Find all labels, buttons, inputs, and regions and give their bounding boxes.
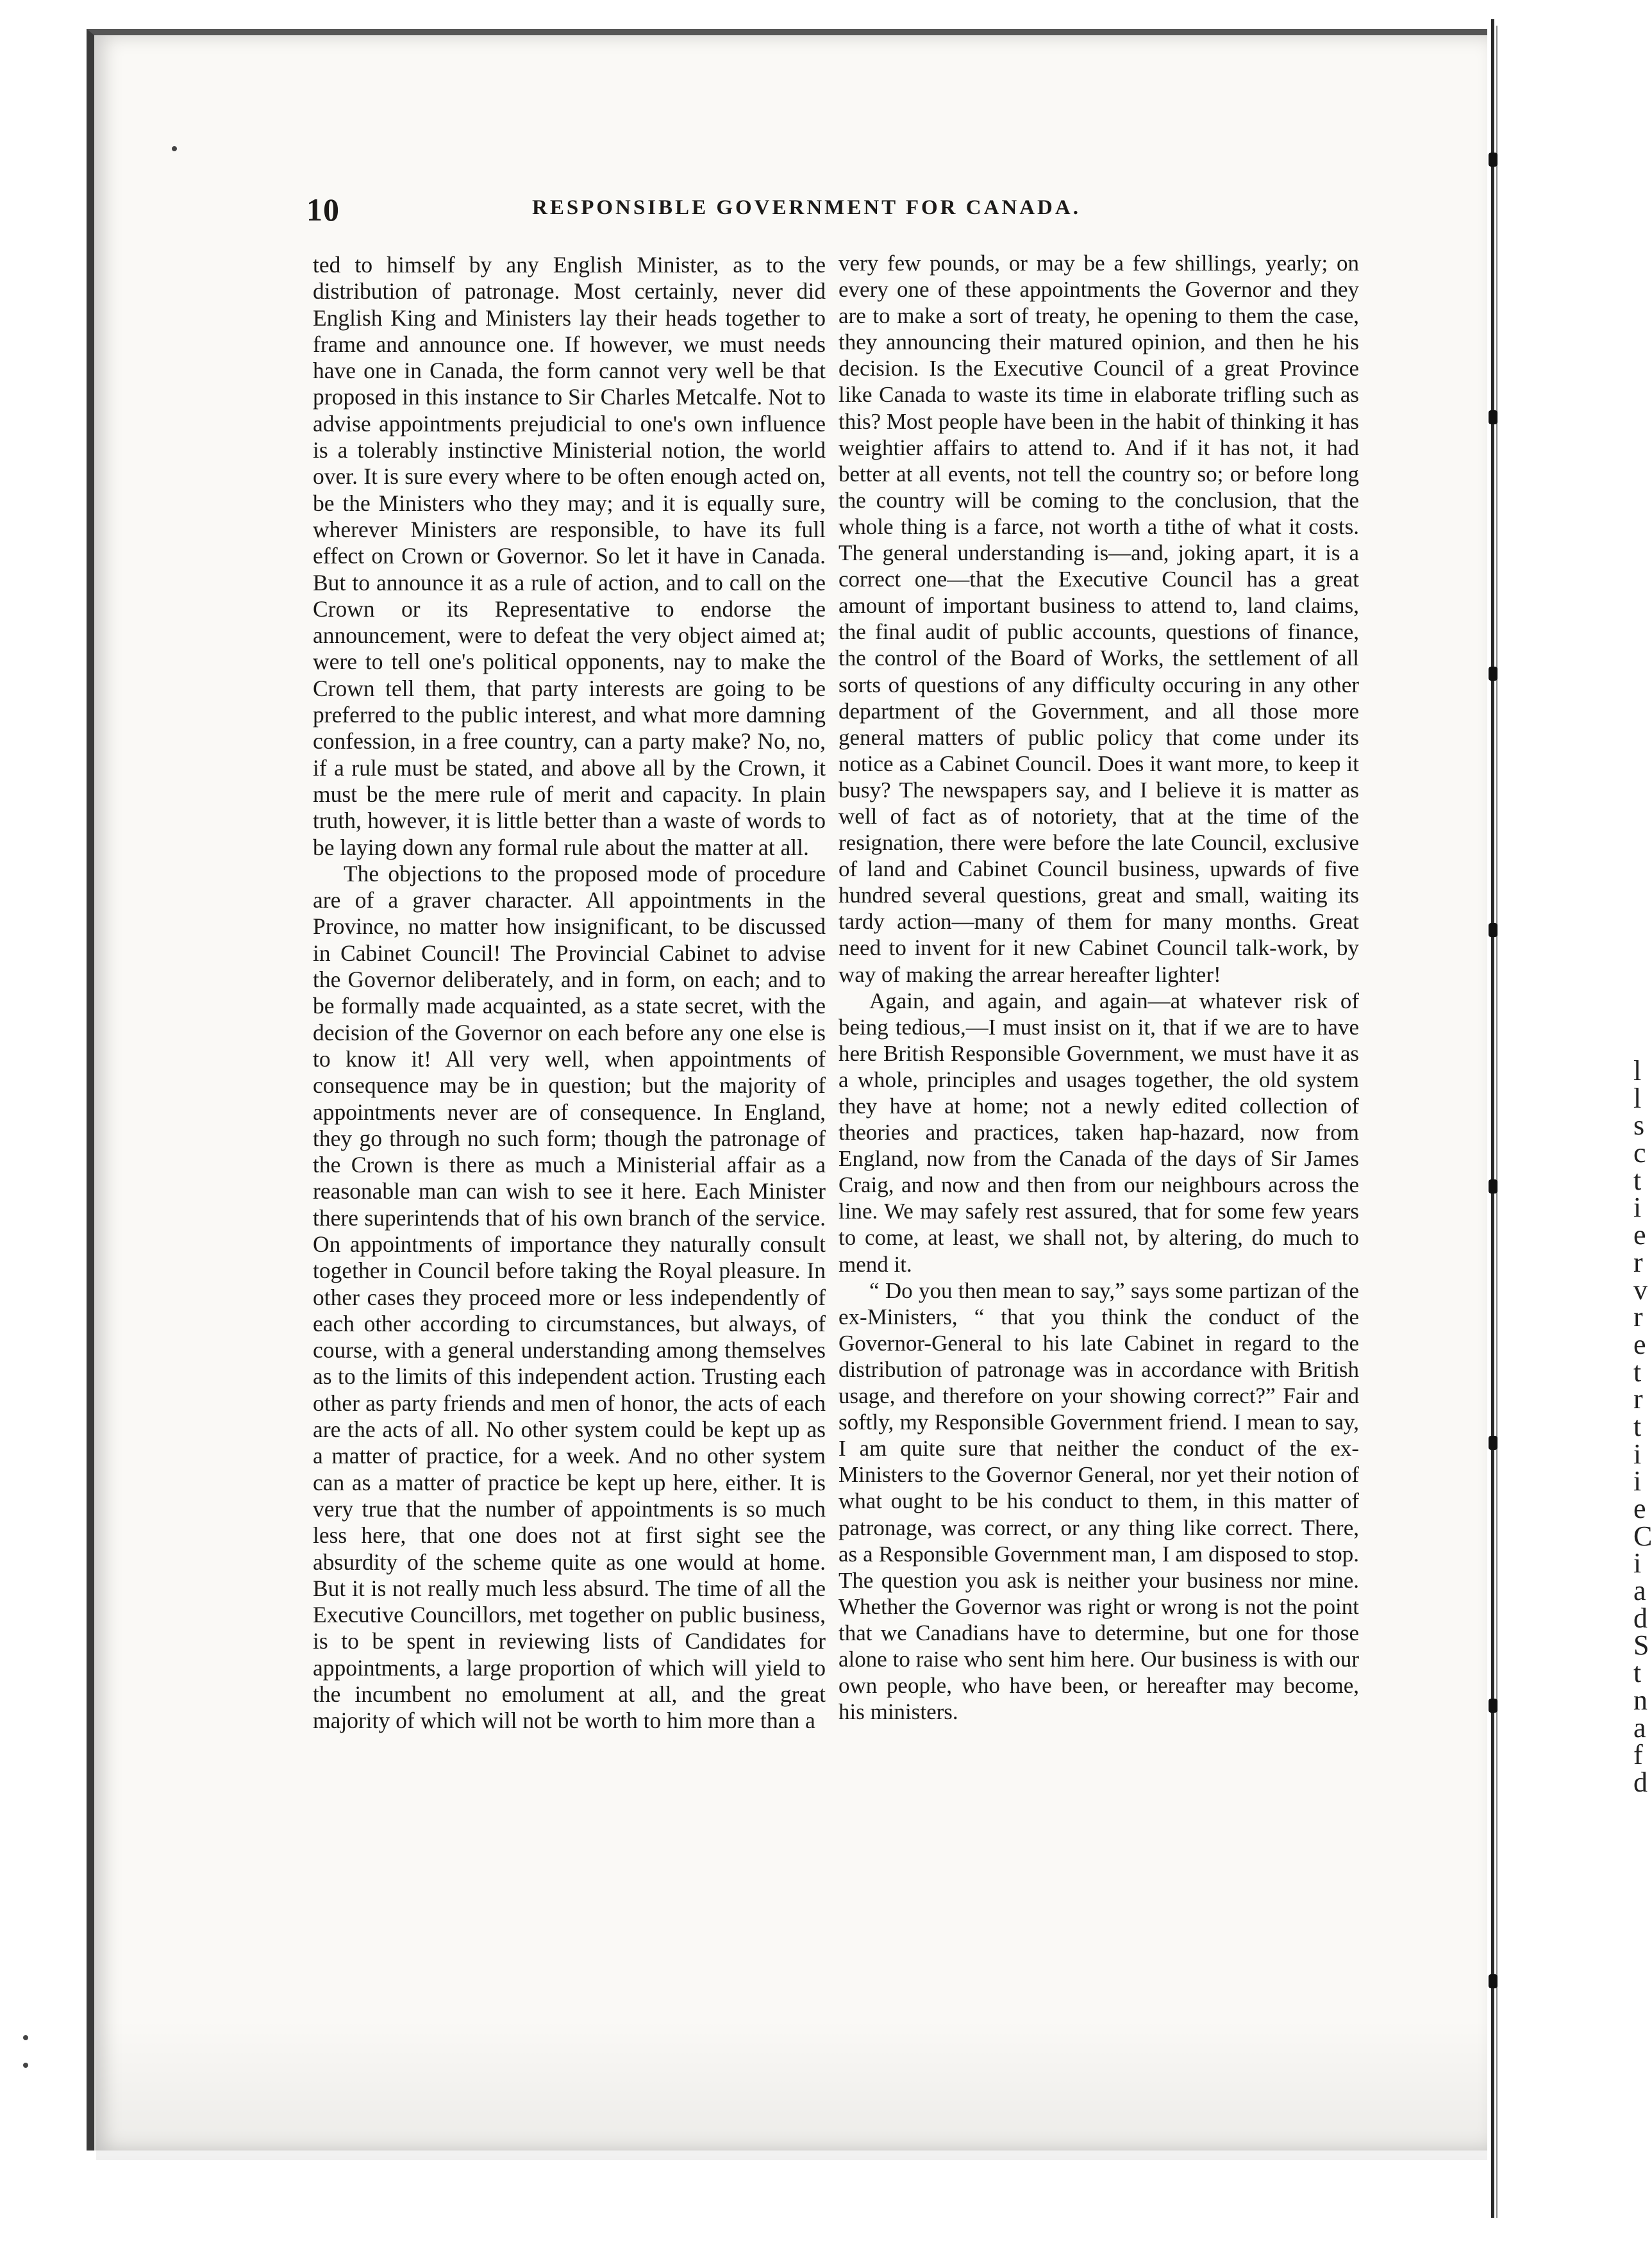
paragraph: “ Do you then mean to say,” says some partizan of the ex-Ministers, “ that you think the conduct of the Governor-General to his late Cabinet in regard to the distribution of patronage was in accordance with British usage, and therefore on your showing correct?” Fair and softly, my Responsible Government friend. I mean to say, I am quite sure that neither the conduct of the ex-Ministers to the Governor General, nor yet their notion of what ought to be his conduct to them, in this matter of patronage, was correct, or any thing like correct. There, as a Responsible Government man, I am disposed to stop. The question you ask is neither your business nor mine. Whether the Governor was right or wrong is not the point that we Canadians have to determine, but one for those alone to raise who sent him here. Our business is with our own people, who have been, or hereafter may become, his ministers. <box>839 1277 1359 1725</box>
binding-mark <box>1489 1974 1498 1988</box>
fragment-letter: t <box>1633 1410 1642 1442</box>
fragment-letter: a <box>1633 1711 1646 1743</box>
fragment-letter: s <box>1633 1110 1645 1142</box>
page-number: 10 <box>306 192 340 228</box>
fragment-letter: r <box>1633 1301 1643 1333</box>
paragraph: The objections to the proposed mode of procedure are of a graver character. All appointments in the Province, no matter how insignificant, to be discussed in Cabinet Council! The Provincial Cabinet to advise the Governor deliberately, and in form, on each; and to be formally made acquainted, as a state secret, with the decision of the Governor on each before any one else is to know it! All very well, when appointments of consequence may be in question; but the majority of appointments never are of consequence. In England, they go through no such form; though the patronage of the Crown is there as much a Ministerial affair as a reasonable man can wish to see it here. Each Minister there superintends that of his own branch of the service. On appointments of importance they naturally consult together in Council before taking the Royal pleasure. In other cases they proceed more or less independently of each other according to circumstances, but always, of course, with a general understanding among themselves as to the limits of this independent action. Trusting each other as party friends and men of honor, the acts of each are the acts of all. No other system could be kept up as a matter of practice, for a week. And no other system can as a matter of practice be kept up here, either. It is very true that the number of appointments is so much less here, that one does not at first sight see the absurdity of the scheme quite as one would at home. But it is not really much less absurd. The time of all the Executive Councillors, met together on public business, is to be spent in reviewing lists of Candidates for appointments, a large proportion of which will yield to the incumbent no emolument at all, and the great majority of which will not be worth to him more than a <box>313 860 826 1734</box>
fragment-letter: i <box>1633 1547 1642 1579</box>
paragraph: very few pounds, or may be a few shillings, yearly; on every one of these appointments the Governor and they are to make a sort of treaty, he opening to them the case, they announcing their matured opinion, and then he his decision. Is the Executive Council of a great Province like Canada to waste its time in elaborate trifling such as this? Most people have been in the habit of thinking it has weightier affairs to attend to. And if it has not, it had better at all events, not tell the country so; or before long the country will be coming to the conclusion, that the whole thing is a farce, not worth a tithe of what it costs. The general understanding is—and, joking apart, it is a correct one—that the Executive Council has a great amount of important business to attend to, land claims, the final audit of public accounts, questions of finance, the control of the Board of Works, the settlement of all sorts of questions of any difficulty occuring in any other department of the Government, and all those more general matters of public policy that come under its notice as a Cabinet Council. Does it want more, to keep it busy? The newspapers say, and I believe it is matter as well of fact as of notoriety, that at the time of the resignation, there were before the late Council, exclusive of land and Cabinet Council business, upwards of five hundred several questions, great and small, waiting its tardy action—many of them for many months. Great need to invent for it new Cabinet Council talk-work, by way of making the arrear hereafter lighter! <box>839 251 1359 987</box>
left-column <box>313 252 826 1734</box>
fragment-letter: t <box>1633 1356 1642 1388</box>
right-column <box>839 250 1359 1725</box>
fragment-letter: i <box>1633 1465 1642 1497</box>
page-edge-rule-inner <box>1496 26 1498 2218</box>
binding-mark <box>1489 1699 1498 1713</box>
scan-speck <box>23 2063 28 2068</box>
page-edge-rule <box>1491 19 1494 2218</box>
fragment-letter: l <box>1633 1055 1642 1086</box>
fragment-letter: n <box>1633 1684 1648 1716</box>
scan-speck <box>172 146 177 151</box>
fragment-letter: S <box>1633 1629 1649 1661</box>
fragment-letter: i <box>1633 1438 1642 1470</box>
fragment-letter: a <box>1633 1575 1646 1607</box>
paragraph: ted to himself by any English Minister, as to the distribution of patronage. Most certainly, never did English King and Ministers lay their heads together to frame and announce one. If however, we must needs have one in Canada, the form cannot very well be that proposed in this instance to Sir Charles Metcalfe. Not to advise appointments prejudicial to one's own influence is a tolerably instinctive Ministerial notion, the world over. It is sure every where to be often enough acted on, be the Ministers who they may; and it is equally sure, wherever Ministers are responsible, to have its full effect on Crown or Governor. So let it have in Canada. But to announce it as a rule of action, and to call on the Crown or its Representative to endorse the announcement, were to defeat the very object aimed at; were to tell one's political opponents, nay to make the Crown tell them, that party interests are going to be preferred to the public interest, and what more damning confession, in a free country, can a party make? No, no, if a rule must be stated, and above all by the Crown, it must be the mere rule of merit and capacity. In plain truth, however, it is little better than a waste of words to be laying down any formal rule about the matter at all. <box>313 252 826 860</box>
fragment-letter: e <box>1633 1493 1646 1524</box>
fragment-letter: r <box>1633 1246 1643 1278</box>
fragment-letter: f <box>1633 1739 1643 1771</box>
fragment-letter: l <box>1633 1082 1642 1114</box>
binding-mark <box>1489 410 1498 424</box>
fragment-letter: e <box>1633 1219 1646 1251</box>
fragment-letter: c <box>1633 1137 1646 1169</box>
running-title: RESPONSIBLE GOVERNMENT FOR CANADA. <box>532 196 1081 219</box>
binding-mark <box>1489 153 1498 167</box>
binding-mark <box>1489 1436 1498 1450</box>
fragment-letter: i <box>1633 1192 1642 1224</box>
fragment-letter: v <box>1633 1274 1648 1306</box>
fragment-letter: e <box>1633 1328 1646 1360</box>
fragment-letter: t <box>1633 1164 1642 1196</box>
binding-mark <box>1489 923 1498 937</box>
fragment-letter: d <box>1633 1766 1648 1798</box>
scan-speck <box>23 2035 28 2040</box>
binding-mark <box>1489 667 1498 681</box>
fragment-letter: d <box>1633 1602 1648 1634</box>
binding-mark <box>1489 1179 1498 1194</box>
page-shadow <box>96 2019 1487 2160</box>
paragraph: Again, and again, and again—at whatever risk of being tedious,—I must insist on it, that if we are to have here British Responsible Government, we must have it as a whole, principles and usages together, the old system they have at home; not a newly edited collection of theories and practices, taken hap-hazard, now from England, now from the Canada of the days of Sir James Craig, and now and then from our neighbours across the line. We may safely rest assured, that for some few years to come, at least, we shall not, by altering, do much to mend it. <box>839 988 1359 1277</box>
fragment-letter: t <box>1633 1657 1642 1689</box>
fragment-letter: r <box>1633 1383 1643 1415</box>
adjacent-page-fragments <box>1633 1055 1652 1798</box>
fragment-letter: C <box>1633 1520 1652 1552</box>
